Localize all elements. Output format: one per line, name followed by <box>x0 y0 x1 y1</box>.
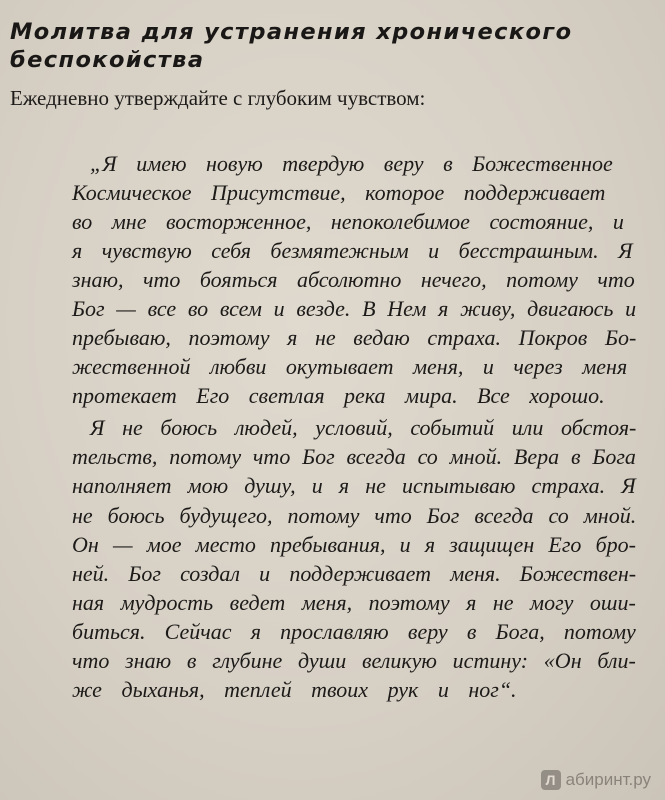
prayer-line: во мне восторженное, непоколебимое состояние, и <box>72 209 624 234</box>
heading-line-1: Молитва для устранения хронического <box>10 19 573 45</box>
prayer-line: пребываю, поэтому я не ведаю страха. Покров Бо- <box>72 325 637 350</box>
watermark-text: абиринт.ру <box>565 770 651 789</box>
labirint-watermark <box>541 770 651 790</box>
prayer-line: ней. Бог создал и поддерживает меня. Божествен- <box>72 561 637 586</box>
prayer-line: жественной любви окутывает меня, и через меня <box>72 354 628 379</box>
prayer-line: не боюсь будущего, потому что Бог всегда со мной. <box>72 503 637 528</box>
heading-line-2: беспокойства <box>10 47 205 73</box>
prayer-line: „Я имею новую твердую веру в Божественное <box>90 151 613 176</box>
prayer-line: же дыханья, теплей твоих рук и ног“. <box>72 677 517 702</box>
prayer-line: что знаю в глубине души великую истину: «Он бли- <box>72 648 636 673</box>
prayer-line: ная мудрость ведет меня, поэтому я не могу оши- <box>72 590 636 615</box>
labirint-logo-icon: Л <box>541 770 561 790</box>
prayer-line: Бог — все во всем и везде. В Нем я живу, двигаюсь и <box>72 296 637 321</box>
prayer-line: я чувствую себя безмятежным и бесстрашным. Я <box>72 238 633 263</box>
prayer-line: протекает Его светлая река мира. Все хорошо. <box>72 383 605 408</box>
prayer-line: Космическое Присутствие, которое поддерживает <box>72 180 606 205</box>
prayer-line: биться. Сейчас я прославляю веру в Бога, потому <box>72 619 636 644</box>
prayer-line: Я не боюсь людей, условий, событий или обстоя- <box>90 415 637 440</box>
prayer-line: наполняет мою душу, и я не испытываю страха. Я <box>72 473 636 498</box>
intro-text: Ежедневно утверждайте с глубоким чувством: <box>10 86 426 110</box>
prayer-line: знаю, что бояться абсолютно нечего, потому что <box>72 267 635 292</box>
prayer-line: Он — мое место пребывания, и я защищен Его бро- <box>72 532 636 557</box>
prayer-heading <box>10 18 650 74</box>
prayer-line: тельств, потому что Бог всегда со мной. Вера в Бога <box>72 444 636 469</box>
